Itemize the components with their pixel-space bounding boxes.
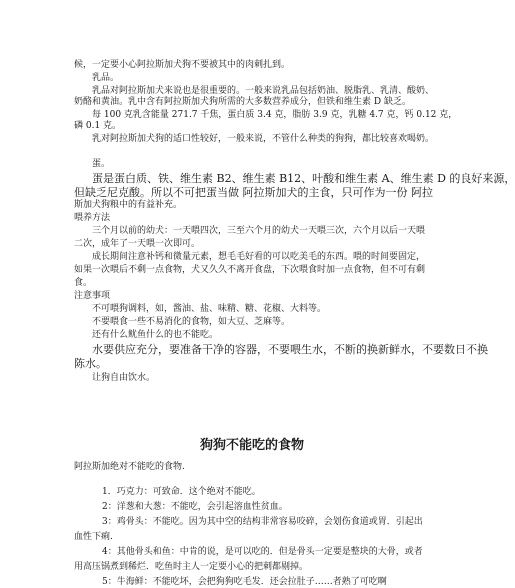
- section-label: 注意事项: [74, 291, 111, 301]
- list-item: 4：其他骨头和鱼：中肯的说，是可以吃的．但是骨头一定要是整块的大骨，或者: [102, 547, 423, 557]
- text-line: 三个月以前的幼犬：一天喂四次，三至六个月的幼犬一天喂三次，六个月以后一天喂: [92, 226, 426, 236]
- text-line: 不要喂食一些不易消化的食物，如大豆、芝麻等。: [92, 317, 291, 327]
- text-line: 蛋。: [92, 159, 111, 169]
- intro-line: 阿拉斯加绝对不能吃的食物.: [74, 462, 185, 472]
- list-item: 1．巧克力：可致命．这个绝对不能吃。: [102, 487, 261, 497]
- text-line: 二次，成年了一天喂一次即可。: [74, 239, 201, 249]
- list-item-continued: 血性下痢.: [74, 532, 113, 542]
- text-line: 陈水。: [74, 357, 107, 370]
- text-line: 磷 0.1 克。: [74, 121, 122, 131]
- list-item: 5：牛海鲜：不能吃坏，会把狗狗吃毛发．还会拉肚子……者熟了可吃啊: [102, 577, 387, 587]
- text-line: 成长期间注意补钙和微量元素，想毛毛好看的可以吃美毛的东西。喂的时间要固定，: [92, 252, 426, 262]
- list-item-continued: 用高压锅煮到稀烂．吃鱼时主人一定要小心的把刺都剔掉。: [74, 562, 309, 572]
- text-line: 蛋是蛋白质、铁、维生素 B2、维生素 B12、叶酸和维生素 A、维生素 D 的良好来源，: [92, 172, 515, 185]
- text-line: 但缺乏尼克酸。所以不可把蛋当做 阿拉斯加犬的主食，只可作为一份 阿拉: [74, 186, 433, 199]
- text-line: 候，一定要小心阿拉斯加犬狗不要被其中的肉刺扎到。: [74, 60, 291, 70]
- text-line: 乳品对阿拉斯加犬来说也是很重要的。一般来说乳品包括奶油、脱脂乳、乳清、酸奶、: [92, 86, 435, 96]
- text-line: 不可喂狗调料，如，酱油、盐、味精、糖、花椒、大料等。: [92, 304, 327, 314]
- text-line: 斯加犬狗粮中的有益补充。: [74, 200, 183, 210]
- list-item: 2：洋葱和大葱：不能吃，会引起溶血性贫血。: [102, 502, 288, 512]
- text-line: 如果一次喂后不剩一点食物，犬又久久不离开食盘，下次喂食时加一点食物，但不可有剩: [74, 265, 426, 275]
- document-body: [74, 60, 515, 588]
- text-line: 乳对阿拉斯加犬狗的适口性较好，一般来说，不管什么种类的狗狗，都比较喜欢喝奶。: [92, 134, 435, 144]
- text-line: 食。: [74, 278, 93, 288]
- text-line: 还有什么鱿鱼什么的也不能吃。: [92, 330, 219, 340]
- text-line: 奶酪和黄油。乳中含有阿拉斯加犬狗所需的大多数营养成分，但铁和维生素 D 缺乏。: [74, 97, 411, 107]
- text-line: 每 100 克乳含能量 271.7 千焦，蛋白质 3.4 克，脂肪 3.9 克，乳糖 4.7 克，钙 0.12 克，: [92, 110, 458, 120]
- text-line: 让狗自由饮水。: [92, 373, 156, 383]
- section-label: 喂养方法: [74, 213, 111, 223]
- section-heading: 狗狗不能吃的食物: [199, 438, 304, 453]
- list-item: 3：鸡骨头：不能吃。因为其中空的结构非常容易咬碎，会划伤食道或胃．引起出: [102, 517, 423, 527]
- text-line: 乳品。: [92, 73, 120, 83]
- text-line: 水要供应充分，要准备干净的容器，不要喂生水，不断的换新鲜水，不要数日不换: [92, 343, 488, 356]
